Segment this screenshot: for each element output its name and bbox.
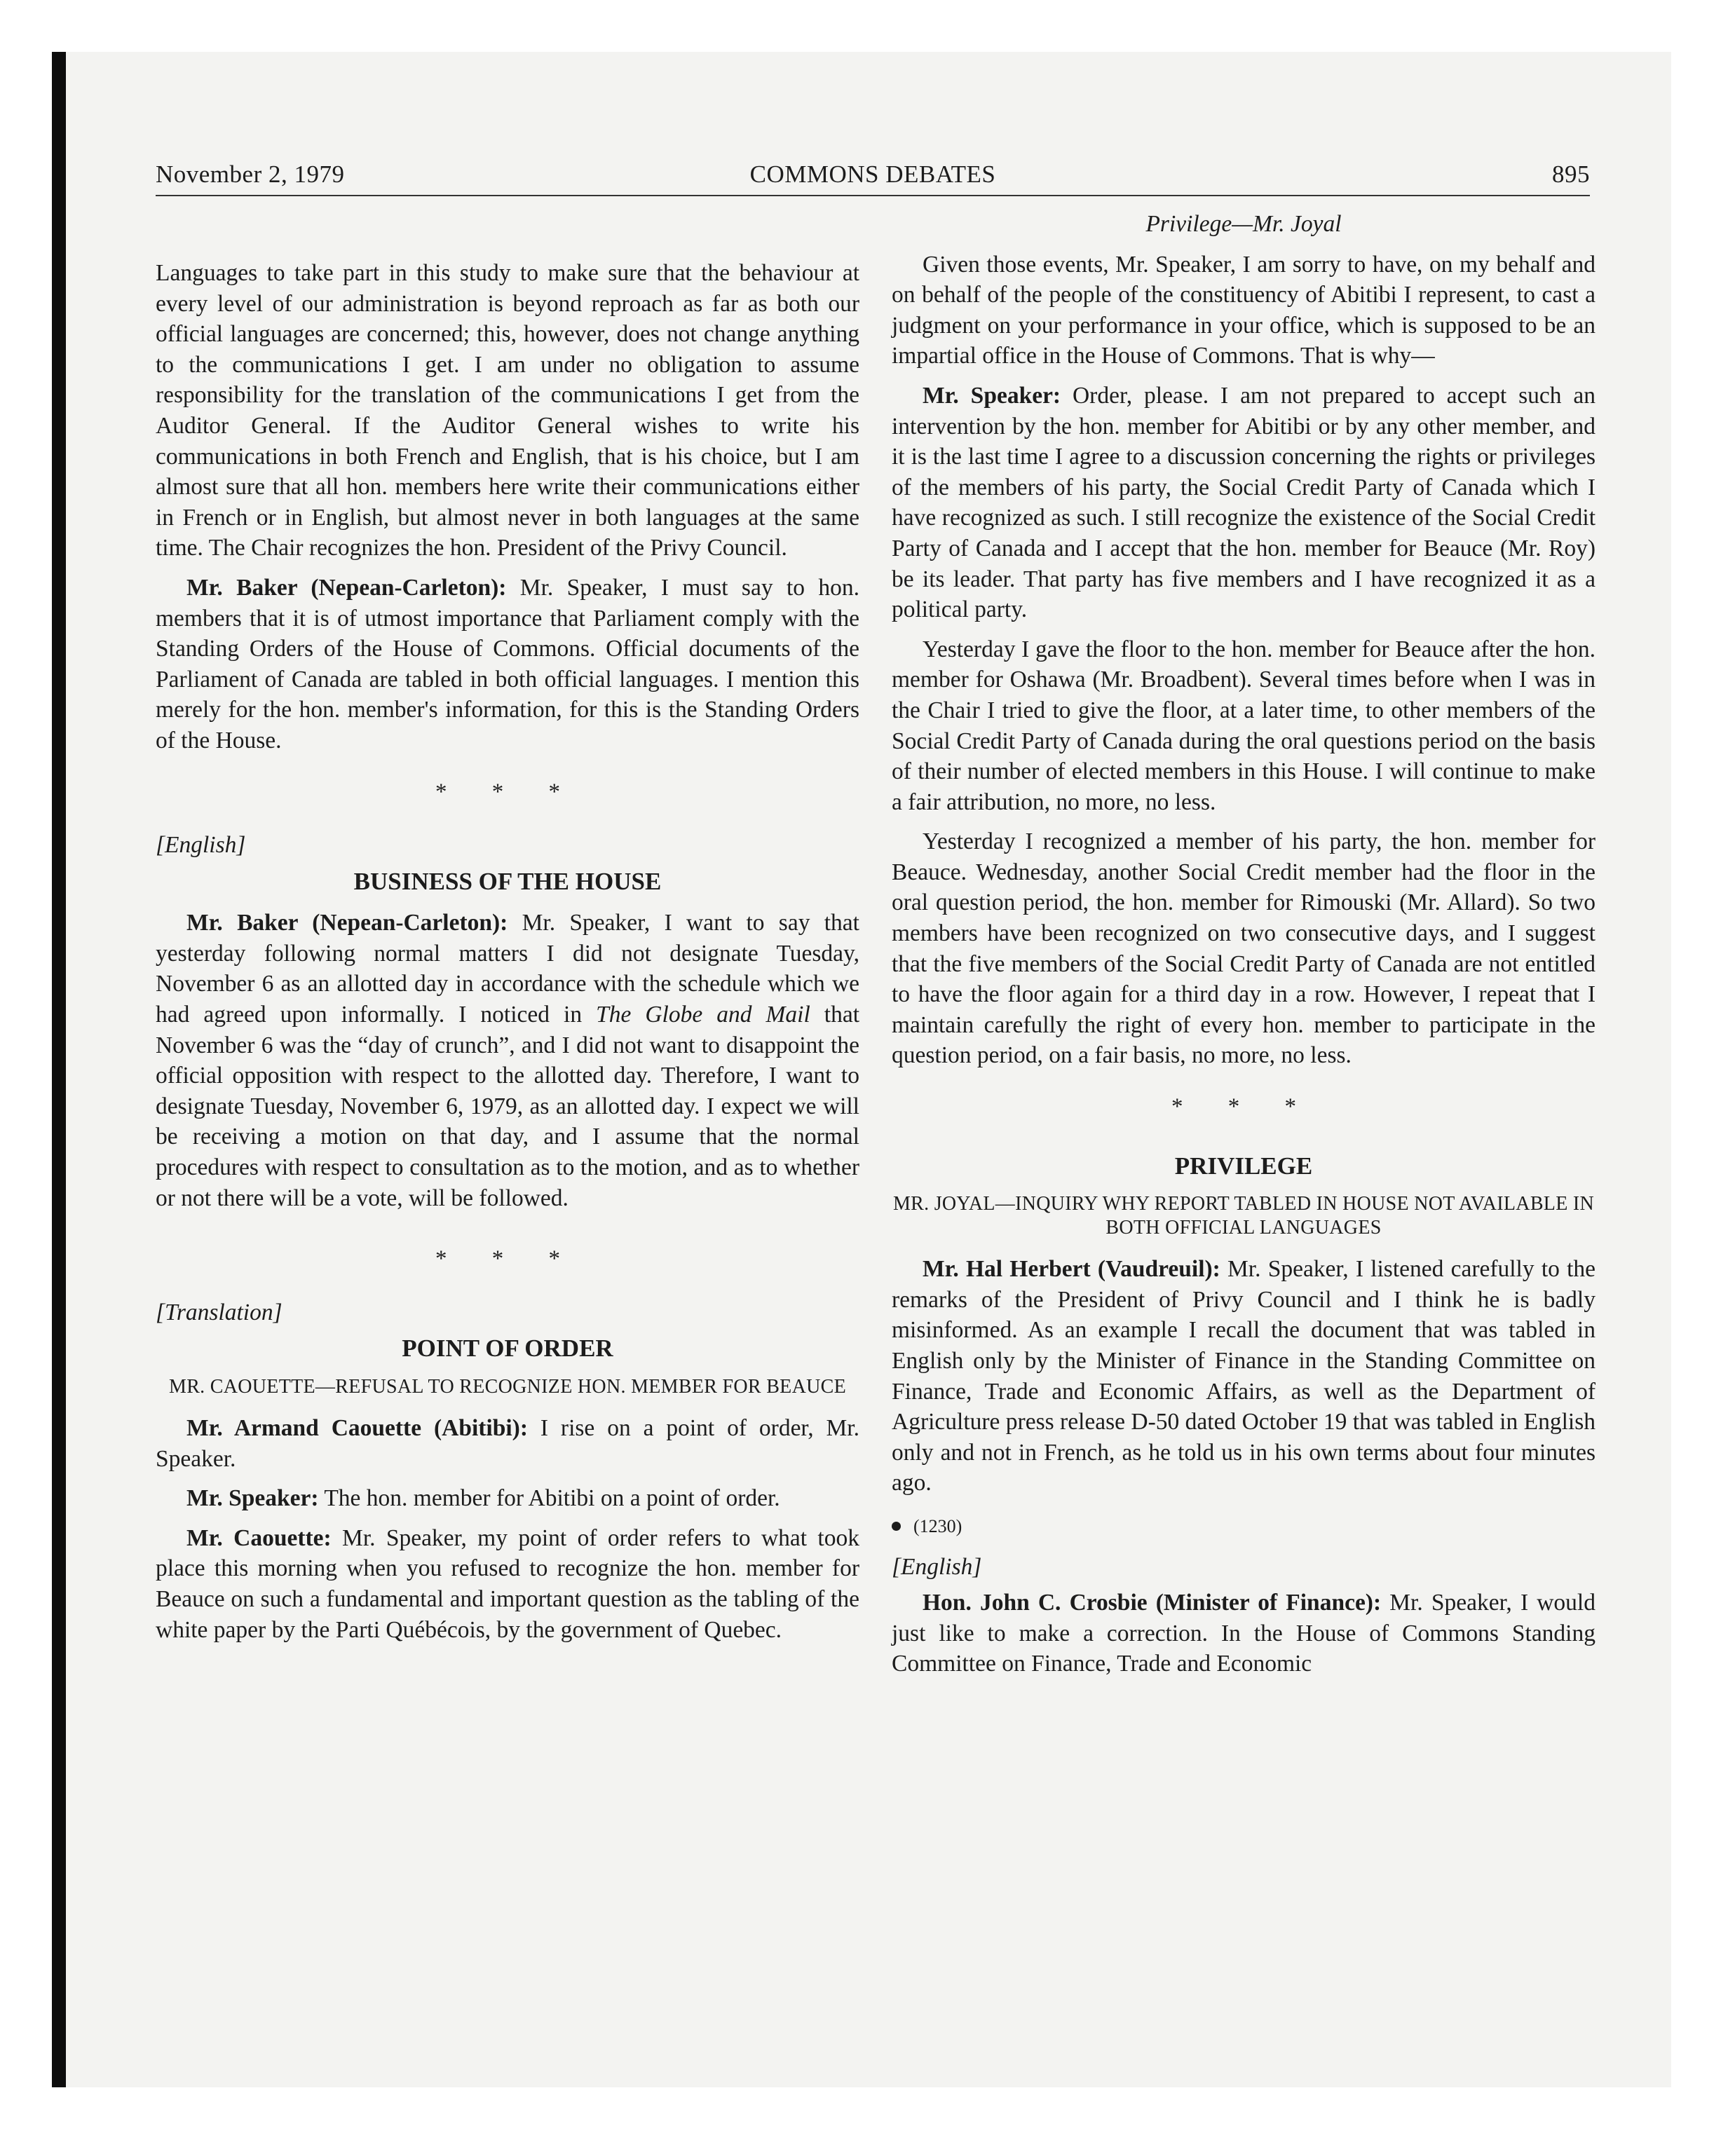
scan-edge: [52, 52, 66, 2087]
speech-text: Mr. Speaker, I listened carefully to the remarks of the President of Privy Council and I think he is badly misinformed. As an example I recall the document that was tabled in English only by the Minister of Finance in the Standing Committee on Finance, Trade and Economic Affairs, as well as the Department of Agriculture press release D-50 dated October 19 that was tabled in English only and not in French, as he told us in his own terms about four minutes ago.: [892, 1256, 1595, 1496]
paragraph: [892, 381, 1595, 625]
paragraph: [156, 573, 859, 756]
speech-text: Mr. Speaker, I want to say that yesterday following normal matters I did not designate Tuesday, November 6 as an allotted day in accordance with the schedule which we had agreed upon informally. I noticed in: [156, 910, 859, 1028]
newspaper-title: The Globe and Mail: [596, 1002, 810, 1028]
paragraph: [156, 1483, 859, 1514]
language-tag: [English]: [156, 832, 246, 859]
paragraph: [156, 1523, 859, 1645]
page-number: 895: [1552, 161, 1590, 188]
paragraph: [156, 1413, 859, 1474]
section-separator: * * *: [1171, 1094, 1316, 1120]
paragraph: Given those events, Mr. Speaker, I am sorry to have, on my behalf and on behalf of the people of the constituency of Abitibi I represent, to cast a judgment on your performance in your office, which is supposed to be an impartial office in the House of Commons. That is why—: [892, 251, 1595, 369]
running-head: Privilege—Mr. Joyal: [1145, 211, 1342, 237]
section-subheading: MR. JOYAL—INQUIRY WHY REPORT TABLED IN HOUSE NOT AVAILABLE IN BOTH OFFICIAL LANGUAGES: [892, 1193, 1595, 1239]
section-heading: PRIVILEGE: [1174, 1152, 1313, 1180]
paragraph: Yesterday I gave the floor to the hon. member for Beauce after the hon. member for Oshawa (Mr. Broadbent). Several times before when I was in the Chair I tried to give the floor, at a later time, to other members of the Social Credit Party of Canada during the oral questions period on the basis of their number of elected members in this House. I will continue to make a fair attribution, no more, no less.: [892, 636, 1595, 815]
bullet-icon: [892, 1522, 901, 1531]
section-subheading: MR. CAOUETTE—REFUSAL TO RECOGNIZE HON. MEMBER FOR BEAUCE: [169, 1376, 846, 1398]
speaker-name: Hon. John C. Crosbie (Minister of Finance):: [923, 1590, 1382, 1616]
paragraph: [892, 1254, 1595, 1499]
speech-text: Mr. Speaker, I would just like to make a correction. In the House of Commons Standing Committee on Finance, Trade and Economic: [892, 1590, 1595, 1677]
speaker-name: Mr. Speaker:: [923, 382, 1061, 409]
paragraph: Languages to take part in this study to make sure that the behaviour at every level of our administration is beyond reproach as far as both our official languages are concerned; this, however, does not change anything to the communications I get. I am under no obligation to assume responsibility for the translation of the communications I get from the Auditor General. If the Auditor General wishes to write his communications in both French and English, that is his choice, but I am almost sure that all hon. members here write their communications either in French or in English, but almost never in both languages at the same time. The Chair recognizes the hon. President of the Privy Council.: [156, 260, 859, 561]
speech-text: Mr. Speaker, I must say to hon. members that it is of utmost importance that Parliament comply with the Standing Orders of the House of Commons. Official documents of the Parliament of Canada are tabled in both official languages. I mention this merely for the hon. member's information, for this is the Standing Orders of the House.: [156, 574, 859, 753]
paragraph: [156, 908, 859, 1213]
speaker-name: Mr. Baker (Nepean-Carleton):: [186, 910, 508, 936]
section-heading: POINT OF ORDER: [402, 1335, 613, 1363]
paragraph: Yesterday I recognized a member of his party, the hon. member for Beauce. Wednesday, another Social Credit member had the floor in the oral question period, the hon. member for Rimouski (Mr. Allard). So two members have been recognized on two consecutive days, and I suggest that the five members of the Social Credit Party of Canada are not entitled to have the floor again for a third day in a row. However, I repeat that I maintain carefully the right of every hon. member to participate in the question period, on a fair basis, no more, no less.: [892, 828, 1595, 1069]
speech-text: Mr. Speaker, my point of order refers to what took place this morning when you refused to recognize the hon. member for Beauce on such a fundamental and important question as the tabling of the white paper by the Parti Québécois, by the government of Quebec.: [156, 1524, 859, 1643]
speaker-name: Mr. Caouette:: [186, 1524, 332, 1551]
page-header: [156, 158, 1590, 191]
speaker-name: Mr. Armand Caouette (Abitibi):: [186, 1415, 528, 1441]
speech-text: The hon. member for Abitibi on a point of order.: [318, 1485, 780, 1512]
language-tag: [English]: [892, 1553, 982, 1580]
header-title: COMMONS DEBATES: [749, 161, 996, 188]
section-separator: * * *: [435, 779, 580, 805]
header-date: November 2, 1979: [156, 161, 345, 188]
paragraph: [892, 1588, 1595, 1679]
speaker-name: Mr. Hal Herbert (Vaudreuil):: [923, 1256, 1220, 1283]
section-separator: * * *: [435, 1246, 580, 1272]
language-tag: [Translation]: [156, 1299, 283, 1325]
speech-text: Order, please. I am not prepared to accept such an intervention by the hon. member for Abitibi or by any other member, and it is the last time I agree to a discussion concerning the rights or privileges of the members of his party, the Social Credit Party of Canada which I have recognized as such. I still recognize the existence of the Social Credit Party of Canada and I accept that the hon. member for Beauce (Mr. Roy) be its leader. That party has five members and I have recognized it as a political party.: [892, 382, 1595, 623]
speaker-name: Mr. Baker (Nepean-Carleton):: [186, 574, 507, 601]
right-column: [892, 209, 1595, 1688]
speaker-name: Mr. Speaker:: [186, 1485, 319, 1512]
left-column: [156, 209, 859, 1654]
section-heading: BUSINESS OF THE HOUSE: [353, 867, 662, 895]
header-rule: [156, 195, 1590, 196]
time-marker-text: (1230): [913, 1515, 962, 1536]
time-marker: [892, 1511, 1595, 1542]
speech-text: I rise on a point of order, Mr. Speaker.: [156, 1415, 859, 1472]
speech-text: that November 6 was the “day of crunch”, and I did not want to disappoint the official opposition with respect to the allotted day. Therefore, I want to designate Tuesday, November 6, 1979, as an allotted day. I expect we will be receiving a motion on that day, and I assume that the normal procedures with respect to consultation as to the motion, and as to whether or not there will be a vote, will be followed.: [156, 1002, 860, 1211]
